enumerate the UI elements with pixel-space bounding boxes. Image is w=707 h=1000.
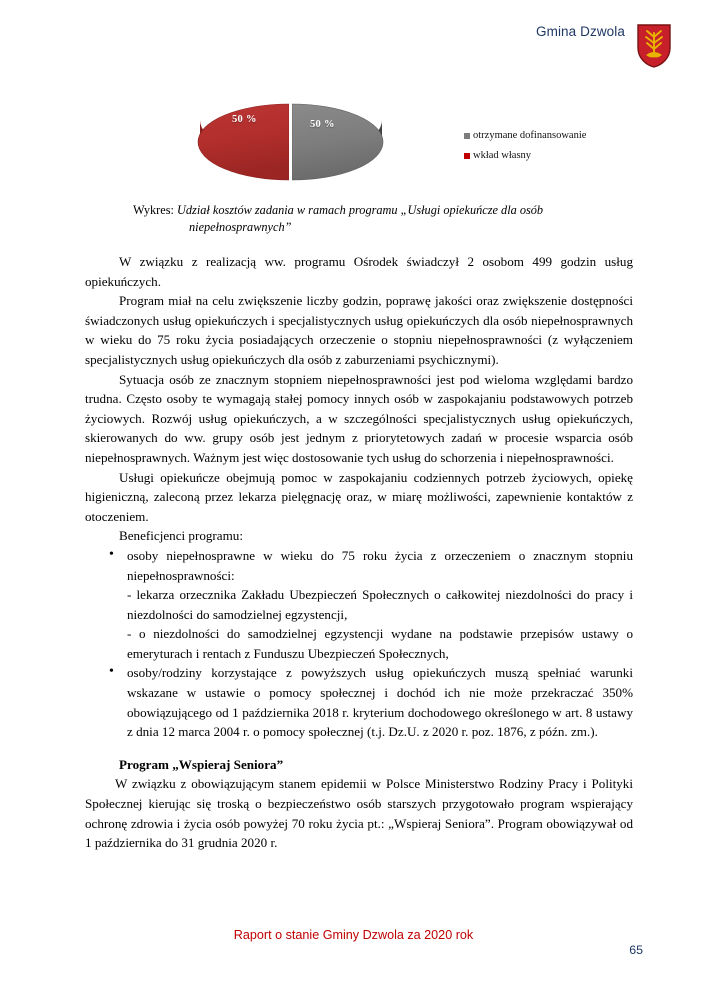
list-item <box>107 663 633 741</box>
legend-swatch-gray-icon <box>464 133 470 139</box>
page-header-title: Gmina Dzwola <box>536 24 625 39</box>
paragraph-6: W związku z obowiązującym stanem epidemii w Polsce Ministerstwo Rodziny Pracy i Polityki Społecznej kierując się troską o bezpieczeństwo osób starszych przygotowało program wspierający ochronę zdrowia i życia osób powyżej 70 roku życia pt.: „Wspieraj Seniora”. Program obowiązywał od 1 października do 31 grudnia 2020 r. <box>85 776 633 851</box>
page-body <box>85 252 633 853</box>
paragraph-3: Sytuacja osób ze znacznym stopniem niepełnosprawności jest pod wieloma względami bardzo trudna. Często osoby te wymagają stałej pomocy innych osób w zaspokajaniu podstawowych potrzeb życiowych. Rozwój usług opiekuńczych, a w szczególności specjalistycznych usług opiekuńczych, skierowanych do ww. grupy osób jest jednym z priorytetowych zadań w procesie wsparcia osób niepełnosprawnych. Ważnym jest więc dostosowanie tych usług do schorzenia i niepełnosprawności. <box>85 371 633 465</box>
caption-label: Wykres: <box>133 203 174 217</box>
pie-chart <box>0 86 707 198</box>
paragraph-2: Program miał na celu zwiększenie liczby godzin, poprawę jakości oraz zwiększenie dostępności świadczonych usług opiekuńczych i specjalistycznych usług opiekuńczych dla osób niepełnosprawnych w wieku do 75 roku życia posiadających orzeczenie o stopniu niepełnosprawności (z wyłączeniem specjalistycznych usług opiekuńczych dla osób z zaburzeniami psychicznymi). <box>85 293 633 367</box>
coat-of-arms-icon <box>637 24 671 68</box>
legend-label-dofinansowanie: otrzymane dofinansowanie <box>473 130 587 141</box>
caption-title-line1: Udział kosztów zadania w ramach programu „Usługi opiekuńcze dla osób <box>177 203 544 217</box>
page-header <box>536 24 625 39</box>
section-heading-wspieraj-seniora: Program „Wspieraj Seniora” <box>119 756 284 772</box>
bullet-1-sub-2: - o niezdolności do samodzielnej egzystencji wydane na podstawie przepisów ustawy o emeryturach i rentach z Funduszu Ubezpieczeń Społecznych, <box>127 626 633 661</box>
legend-item-wklad-wlasny <box>464 146 586 166</box>
bullet-2-main: osoby/rodziny korzystające z powyższych usług opiekuńczych muszą spełniać warunki wskazane w ustawie o pomocy społecznej i dochód ich nie może przekraczać 350% obowiązującego od 1 października 2018 r. kryterium dochodowego określonego w art. 8 ustawy z dnia 12 marca 2004 r. o pomocy społecznej (t.j. Dz.U. z 2020 r. poz. 1876, z późn. zm.). <box>127 665 633 740</box>
beneficiaries-list <box>85 546 633 742</box>
caption-title-line2: niepełnosprawnych” <box>189 220 292 234</box>
legend-swatch-red-icon <box>464 153 470 159</box>
pie-chart-graphic <box>196 86 386 196</box>
page-number: 65 <box>629 943 643 957</box>
bullet-1-main: osoby niepełnosprawne w wieku do 75 roku życia z orzeczeniem o znacznym stopniu niepełnosprawności: <box>127 547 633 583</box>
paragraph-beneficiaries-intro: Beneficjenci programu: <box>119 528 243 544</box>
legend-label-wklad-wlasny: wkład własny <box>473 150 532 161</box>
chart-caption <box>133 202 633 236</box>
bullet-1-sub-1: - lekarza orzecznika Zakładu Ubezpieczeń Społecznych o całkowitej niezdolności do pracy i niezdolności do samodzielnej egzystencji, <box>127 587 633 622</box>
paragraph-4: Usługi opiekuńcze obejmują pomoc w zaspokajaniu codziennych potrzeb życiowych, opiekę higieniczną, zaleconą przez lekarza pielęgnację oraz, w miarę możliwości, zapewnienie kontaktów z otoczeniem. <box>85 469 633 524</box>
pie-chart-legend <box>464 126 586 166</box>
pie-slice-label-dofinansowanie: 50 % <box>310 119 335 130</box>
paragraph-1: W związku z realizacją ww. programu Ośrodek świadczył 2 osobom 499 godzin usług opiekuńczych. <box>85 254 633 289</box>
pie-slice-label-wklad-wlasny: 50 % <box>232 114 257 125</box>
footer-report-title: Raport o stanie Gminy Dzwola za 2020 rok <box>233 928 474 942</box>
list-item <box>107 546 633 664</box>
legend-item-dofinansowanie <box>464 126 586 146</box>
